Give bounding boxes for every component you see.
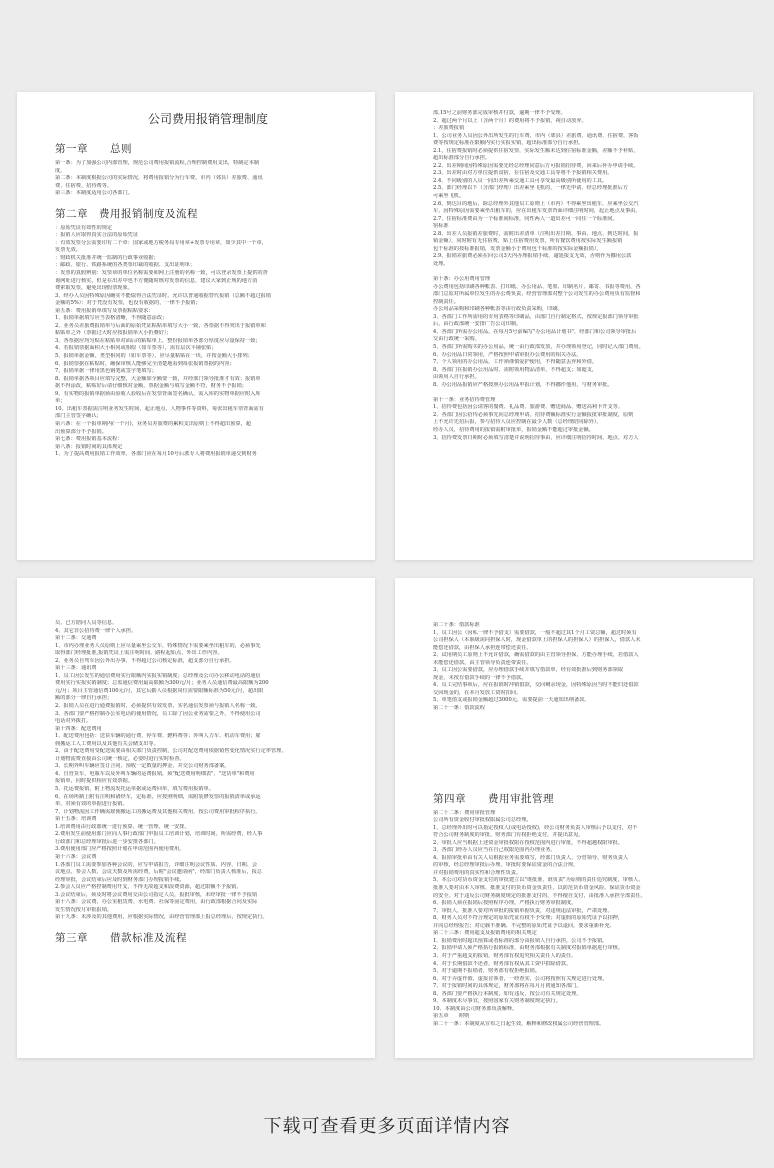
text-line: 交回现金的，在本月发放工资时扣回。 (433, 689, 522, 696)
text-line: 6、在场所制上附有注明和诸经车，定标准，应按照明细，需附装修发票的报销清单或承运 (55, 793, 261, 800)
text-line: 7、个人领用的办公用品，工作须谨慎爱护使用，不得随意丢弃和外借。 (433, 359, 598, 366)
text-line: 10、出租车票据需注明业务发生时间、起止地点、人物事件等资料，每张出租车票背面需有 (55, 405, 264, 412)
text-line: 部门主管签字确认； (55, 413, 102, 420)
text-line: 公司担保人（本职级需同担保人时，现金借款单上的担保人的担保人）的担保人，借款人未 (433, 637, 641, 644)
text-line: 1、招待费包括因公请客的餐费、礼品费、旅游费、赠送商品、赠送高利卡开支等。 (433, 404, 624, 411)
text-line: 1.各部门员工需要参加各种会议的，应写申请报告，详细注明会议性质、内容、日期、会 (55, 861, 258, 868)
text-line: 第三条：本制度适用公司各部门。 (55, 190, 133, 197)
text-line: 2.5、部门经理以下（含部门经理）出差乘坐飞机的，一律先申请，经总经理批准后方 (433, 185, 629, 192)
text-line: 2.6、到达目的地后，除总经理外其他员工原则上（市内）不得乘坐出租车，应乘坐公交汽 (433, 200, 639, 207)
text-line: 现金，未按有借款手续的一律不予借款。 (433, 674, 527, 681)
text-line: 5、报销单据金额、类型相同的（如车票等），应尽量粘贴在一块，并按金额大小排列； (55, 353, 253, 360)
text-line: 2.2、出差期间因特殊原因需要先经总经理同意后方可报销招待费，回来后补办申请手续。 (433, 162, 639, 169)
text-line: 第二十一条：借款流程 (433, 705, 485, 712)
text-line: 第十四条：配送费用 (55, 725, 102, 732)
text-line: 第一条：为了加强公司内部管理，规范公司费用报销流程,合理控制费用支出，特制定本制 (55, 160, 259, 166)
text-line: 度。 (55, 167, 66, 174)
text-line: 3、员工因公需要借款，应办理借款手续并填写借款单，经有效批准后到财务部领取 (433, 667, 624, 674)
text-line: 6、报销人须在报销后按照程序办理，严格执行财务审批制度。 (433, 900, 577, 907)
text-line: 1、为了提高费用报销工作效率，各部门应在每月10号后派专人将费用报销单递交到财务 (55, 451, 257, 458)
text-line: 3、各部门经办人员应当在自己权限范围内办理业务。 (433, 847, 556, 854)
chapter-1-heading: 第一章 总则 (55, 143, 132, 155)
document-page-2 (395, 92, 753, 560)
text-line: 出预算部分不予报销。 (55, 428, 107, 435)
text-line: 4、对于长期借款不还者，财务部有权从其工资中扣除借款。 (433, 960, 572, 967)
text-line: 交由行政统一采购。 (433, 336, 480, 343)
text-line: 2、各部门因公招待必须事先向总经理申请，招待费额标准实行金额报批审批制度，原则 (433, 411, 634, 418)
text-line: 7、报销单据一律用黑色钢笔或签字笔填写； (55, 368, 157, 375)
text-line: ：邮政、银行、铁路系统的各类票印裁的收据、支出证明单； (55, 262, 196, 269)
text-line: ：差旅费报销 (433, 125, 465, 132)
text-line: 询网址进行核实，但是在出差中也不方便随时核对发票的信息，建议大家到正规的地方消 (55, 277, 258, 284)
text-line: 处理。 (433, 260, 449, 267)
text-line: 第十六条：会议费 (55, 853, 97, 860)
text-line: 1、市内办理业务人员原则上应尽量乘坐公交车，特殊情况下需要乘坐出租车的，必须事先 (55, 642, 261, 649)
text-line: 2、报销人员在进行通费报销时，必须提供有效发票，实名通信发票须与报销人名称一致。 (55, 703, 261, 710)
text-line: 控制责任。 (433, 298, 459, 305)
text-line: 第二十一条：本制度从宣布之日起生效，解释和修改权属公司经营管理部。 (433, 1020, 605, 1027)
text-line: 由领用人自行承担。 (433, 374, 480, 381)
text-line: 1、报销费用时超出预算或者标准的部分由报销人自行承担，公司不予报销。 (433, 937, 608, 944)
document-page-1 (17, 92, 375, 560)
chapter-1-body (55, 160, 361, 198)
text-line: 第六条：在一个报单期内(一个月)，业务员差旅费的累积支出原则上不得超出预算，超 (55, 420, 251, 427)
text-line: ：有效发票分公需要印有二个章：国家或地方税务局专用章+发票专用章，如少其中一个章， (55, 239, 267, 246)
text-line: 第二十条：借款标准 (433, 622, 480, 628)
chapter-2-heading: 第二章 费用报销制度及流程 (55, 207, 198, 220)
text-line: 6、报销票据在粘贴时，确保审核人能够完全清楚地看到每张报销票据的内容； (55, 360, 235, 367)
text-line: 4、若报销票据面积大小相同或相似（如车票等），需有层次平铺张贴； (55, 345, 217, 352)
text-line: 3、各部门要严格控制办公室电话的使用情况，员工除了因公业务需要之外，不得使用公司 (55, 710, 261, 717)
text-line: 4、其它非公招待费一律个人承担。 (55, 627, 137, 634)
text-line: 发票无效。 (55, 247, 81, 254)
text-line: 3、各票据应均匀贴在粘贴单对面后的粘贴单上，整份报销单各部分厚度应尽量保持一致； (55, 337, 261, 344)
text-line: 批准人要对由本人审核、批准支付的货币资金负责任，以防范货币资金风险。保证货币资金 (433, 885, 641, 892)
text-line: 的安全。对于违反公司财务制度规定的批准支付的，不得擅自支付，由批准人承担全部责任。 (433, 892, 646, 899)
text-line: 4、各部门所需办公用品，在每月5号前编写"办公用品计划书"，经部门和公司领导审批后 (433, 328, 637, 335)
text-line: 5、托运费报销，附上物流发托运单据或运费回单，填写费用报销单。 (55, 786, 214, 793)
text-line: 办公费用包括印刷各种帐表、打印纸、办公用品、笔墨、印制名片、邮寄、书报等费用，各 (433, 283, 641, 290)
text-line: 8、报销单据各项目应填写完整，大金额如全额要一致，并经部门领导批准才有效；报销单 (55, 375, 261, 382)
page-4-approval-section (433, 810, 739, 1029)
text-line: 2、审批人应当根据上述资金审批权限在授权范围内进行审批，不得超越权限审批。 (433, 839, 624, 846)
text-line: 2.3、出差时由对方单位提供食宿，在住宿及交通工具等将不予报销相关费用。 (433, 170, 613, 177)
text-line: 行政部门和总经理审批后进一步安排各部门。 (55, 838, 159, 845)
text-line: 第七条：费用报销基本流程： (55, 436, 123, 443)
text-line: 部门总监对所属单位发生的办公费负责，经营管理部对整个公司发生的办公费用负有监督和 (433, 291, 641, 298)
text-line: 3、对于严重超支的报销，财务部有权追究相关责任人的责任。 (433, 952, 577, 959)
text-line: 第五章 附则 (433, 1013, 470, 1020)
text-line: 2、试用期员工原则上不允许借款，确需借款的由主管领导担保，方能办理手续，若借款人 (433, 652, 639, 659)
text-line (433, 389, 739, 397)
page-3-content (55, 620, 361, 1048)
text-line: 费、住宿费、招待费等。 (55, 182, 113, 189)
text-line: 3.费用使用部门应严格按照计划在申请范围内使用费用。 (55, 846, 185, 853)
text-line: 第十三条：通讯费 (55, 665, 97, 672)
chapter-3-heading: 第三章 借款标准及流程 (55, 931, 187, 944)
page-3-body (55, 620, 361, 922)
text-line: 1、公司业务人员因公外出所发生的行车费、市内（郊县）差旅费、通讯费、住宿费、客饭 (433, 132, 639, 139)
text-line: 计划物流费直接由公司统一核定，必要时进行实时检查。 (55, 755, 185, 762)
text-line: 9、本制度未尽事宜，按照国家有关财务制度规定执行。 (433, 998, 561, 1005)
text-line: 3、各部门工作所需用的专用表格等印刷品，由部门自行制定格式，按规定报部门领导审批 (433, 313, 639, 320)
text-line: 宿标准 (433, 223, 449, 230)
text-line: 7、审批人，批准人要对所审批的报销单据负责，对违规违法审批，严肃处理。 (433, 907, 613, 914)
text-line: 佣搬运工人工费用以及其他有关会储支出等。 (55, 740, 159, 747)
text-line: 8、各部门在报销办公用品时，需附领用物品清单，不得超支；如超支， (433, 366, 598, 373)
text-line: 第十五条：培训费 (55, 816, 97, 823)
text-line: 2.1、住宿费报销时必须提供住宿发票，实际发生额未达到住宿标准金额，差额不予补贴， (433, 147, 639, 154)
text-line: 2.参会人员应严格控制费用开支，不得无故超支和浪费资源，超过限额不予报销。 (55, 884, 242, 891)
text-line: 5、本公司对货币资金支付的审批建立以"谁批准、谁负责"为原则的责任追究制度，审核人、 (433, 877, 644, 884)
text-line: 第十条：办公用费用管理 (433, 276, 491, 283)
text-line: 5、对于逾期不报销者，财务部有权拒绝报销。 (433, 968, 541, 975)
text-line: 包干标准的按标准报销，发票金额小于费用包干标准的按实际金额报销）。 (433, 245, 602, 252)
page-2-body (433, 110, 739, 442)
text-line: 金额的5%）：对于凭没有发票，也没有收据的，一律不予报销； (55, 300, 201, 307)
text-line: 8、财务人员对不符合规定的原始凭证有权不予受理；对虚假的原始凭证予以扣押， (433, 915, 624, 922)
page-4-content (433, 622, 739, 1048)
text-line: 经理审批，会议结束后应及时到财务部门办理报销手续。 (55, 876, 185, 883)
text-line: 粘贴单之外（票据过大时应按报销单大小折叠好）； (55, 330, 172, 337)
text-line: 6、办公用品日常领用，严格按照申请审批办公费用的相关办法。 (433, 351, 582, 358)
text-line: 8、办公用品报销应严格按照办公用品申报计划，不得挪作他用，与财务审批。 (433, 381, 613, 388)
text-line: 可乘坐飞机。 (433, 193, 465, 200)
text-line: 能偿还借款，由担保人承担连带偿还责任。 (433, 644, 532, 651)
text-line: 公司所有资金收付审批权限属公司总经理。 (433, 817, 532, 824)
document-page-3 (17, 578, 375, 1058)
text-line: 超出标准部分自行承担。 (433, 155, 491, 162)
text-line: 第五条：费用报销单填写及票据粘贴要求： (55, 307, 154, 314)
text-line: 1、员工因公（因私一律不予借支）需要借款，一般不超过其1个月工资总额，超过时须有 (433, 629, 637, 636)
text-line: 2、超过两个月以上（含两个月）的费用将不予报销，视自动放弃。 (433, 117, 587, 124)
text-line: 第二条：本制度根据公司的实际情况，将费用报销分为行车费、市内（郊县）差旅费、通讯 (55, 175, 263, 182)
text-line: 3、招待费发票日期时必须填写清楚并说明招待事由，应详细注明招待时间、地点、对方人 (433, 434, 639, 441)
text-line: 2、业务员差旅费报销单与后面的原始凭证粘贴单填写大小一致，各票据不得突出于报销单和 (55, 322, 266, 329)
text-line: 第八条：报销时间的具体规定 (55, 443, 123, 450)
page-2-content (433, 110, 739, 550)
text-line: 2、由于配送费用受配送需要由相关部门负责控制，公司对配送费用依据销售变化情况实行定率管理。 (55, 748, 287, 755)
text-line: 后，由行政部统一安排广告公司印制。 (433, 321, 522, 328)
text-line: 4、报销审批单由有关人员根据业务需要填写，经部门负责人、分管领导、财务负责人 (433, 854, 629, 861)
text-line: 发生情况按月审批报销。 (55, 906, 113, 913)
text-line: 1、报销单据填写应当表格清晰，不得随意涂改； (55, 315, 168, 322)
text-line: 1、配送费用包括：送货车辆的通行费、停车费、燃料费等；外叫人力车、机动车费用；雇 (55, 733, 261, 740)
text-line: 单； (55, 398, 66, 405)
text-line: 第十二条：交通费 (55, 635, 97, 642)
text-line: 员、已方陪同人员等信息。 (55, 620, 118, 626)
download-caption: 下载可查看更多页面详情内容 (263, 1116, 511, 1137)
text-line: 7、计划物流因工作确需雇佣搬运工的搬运费及其他相关费用，按公司费用审批程序执行。 (55, 808, 261, 815)
text-line: 额的部分一律自行承担； (55, 695, 113, 702)
document-page-4 (395, 578, 753, 1058)
text-line: 部,15号之前财务部完成审核并付款，逾期一律不予受理。 (433, 110, 566, 116)
text-line: 2、业务员自驾车因公外出办事，不得超过公司核定标准，超支部分自行承担。 (55, 657, 235, 664)
text-line: 2.4、不同级别的人员一同出差所乘交通工具可享受最高级别所使用的工具。 (433, 177, 608, 184)
page-4-loan-section (433, 622, 739, 713)
text-line: 7、对于报销时间的具体规定，财务部将在每月月初通知各部门。 (433, 983, 582, 990)
text-line: 单，对须有效的单据进行报销。 (55, 801, 128, 808)
text-line: 6、对于弄虚作假、虚报冒领者，一经查实，公司将按照有关规定进行处理。 (433, 975, 608, 982)
text-line: 2、报销申请人须严格执行报销标准，由财务部根据有关制度对报销单据进行审核。 (433, 945, 624, 952)
chapter-2-body (55, 225, 361, 459)
text-line (433, 268, 739, 276)
text-line: 4、员工完结事项后，应在报销时冲销借款，交回剩余现金，因特殊原因当时不能归还借款 (433, 682, 639, 689)
chapter-4-heading: 第四章 费用审批管理 (433, 792, 554, 805)
text-line: 元/月；项目主管通信费100元/月，其它后勤人员根据岗位需要限额标准为50元/月，超出限 (55, 687, 264, 694)
text-line: 2.9、报销差旅费必须在回公司3天内办理报销手续，逾延报支无效，否则作为挪用公款 (433, 253, 632, 260)
text-line: 3.会议结束后，须及时将会议费用交由公司指定人员，报批审核，未经审批一律不予报销 (55, 891, 258, 898)
text-line: 1.培训费用由行政部统一进行预算、统一管理、统一安排。 (55, 823, 190, 830)
text-line: 销金额），同时附有无住宿费，贴上住宿费用发票，所有餐饮费用按实际发生额报销 (433, 238, 623, 245)
text-line: 并向总经理报告；对记载不准确、不完整的原始凭证予以退回，要求重新补充。 (433, 922, 615, 929)
text-line: 办公用品采购和印刷各种帐表等由行政负责采购，印刷。 (433, 306, 563, 313)
text-line: ：报销人应取得真实合法的原始凭证 (55, 232, 139, 239)
text-line: 的审核，经总经理审批后办理。审批时要保证资金的合法合规， (433, 862, 579, 869)
text-line: 5、各部门所需购买的办公用品，统一由行政部发放，并办理领用登记，同时记入部门费用。 (433, 343, 644, 350)
text-line: 1、员工因公发生的通信费用实行限额内实报实销制度；总经理及公司办公移动电话的通信 (55, 672, 261, 679)
text-line: 3、经办人员因特殊原因确实不能取得合法凭证时，允许以普通收据替代报销（总额不超过报销 (55, 292, 271, 299)
text-line: ：原始凭证有效性的规定 (55, 224, 113, 231)
text-line: 费用实行实报实销制度；总监通信费用最高限额为300元/月；业务人员通信费最高限额为200 (55, 680, 269, 687)
text-line: 议地点、参会人数、会议天数及所需经费，后附"会议邀请函"，经部门负责人核准后，报总 (55, 869, 263, 876)
text-line: 据不得涂改，粘贴好后请仔细核对金额，票据金额与填写金额不符，财务不予报销； (55, 383, 247, 390)
text-line: 费索取发票，避免出现假票现象。 (55, 285, 133, 292)
text-line: 10、本制度由公司财务部负责解释。 (433, 1005, 518, 1012)
text-line: 2.8、出差人员报销差旅费时，需附出差清单（注明出差日期、事由、地点、到达时间，报 (433, 230, 639, 237)
text-line: 未能偿还借款，由主管领导负责连带责任。 (433, 659, 532, 666)
text-line: 第十九条：未涉及的其他费用，应根据实际情况，由经营管理部上报总经理后，按规定执行。 (55, 914, 268, 921)
text-line: 第二十三条：费用超支及报销费用的相关规定 (433, 930, 537, 937)
text-line: 车，因特殊原因需要乘坐出租车的，应在出租车发票背面详细注明时间，起止地点及事由。 (433, 208, 641, 215)
text-line: 4、自营货车，电瓶车以及外叫车辆的运费报销，须"配送费用明细表"、"送货单"和费用 (55, 770, 255, 777)
text-line: 符合公司财务制度的审批，财务部门有权拒绝支付，并提出意见。 (433, 832, 584, 839)
text-line: 并对报销费用的真实性和合理性负责。 (433, 869, 522, 876)
text-line: ：财政机关批准并统一监制的行政事业收据； (55, 254, 159, 261)
page-1-content (55, 110, 361, 550)
text-line: 1、总经理外出时可以指定授权人(或电话授权)，经公司财务负责人审核后予以支付，对不 (433, 824, 638, 831)
text-line: ：发票的真假辨别：发票章的单位名称需要和网上注册的名称一致，可以登录发票上提供的查 (55, 270, 268, 277)
text-line: 费等按规定标准在限额内实行实报实销，超出标准部分自行承担。 (433, 140, 584, 147)
text-line: 第二十二条：费用审批管理 (433, 809, 496, 816)
text-line: 报销单，同时提供相应有效票据。 (55, 778, 133, 785)
text-line: 第十一条：业务招待费管理 (433, 396, 496, 403)
text-line: 5、单笔借支或报销金额超过3000元，需要提前一天通知出纳备款。 (433, 697, 590, 704)
text-line: 2.7、住宿标准费由为一个标准间标准，同性两人一道出差可一同住一个标准间。 (433, 215, 618, 222)
text-line: 电话对外拨打。 (55, 718, 92, 725)
text-line: 第十八条：会议费、办公室租赁费、水电费、社保等固定费用，由行政部根据合同及实际 (55, 899, 258, 906)
text-line: 取得部门经理批准,报销凭证上需注明时间、路程起始点、外出工作内容。 (55, 650, 223, 657)
text-line: 8、各部门要严格执行本制度，如有违反，按公司有关规定处理。 (433, 990, 582, 997)
text-line: 上不允许先招后报，参与招待人员应控制在最少人数（总经理陪同除外）。 (433, 419, 602, 426)
text-line: 3、长期外叫车辆应签订合同，预收一定数量的押金，并交公司财务部备案。 (55, 763, 230, 770)
text-line: 2.费用发生前使用部门应向人事行政部门申报员工培训计划，培训时间、所需经费，经人事 (55, 831, 263, 838)
document-title: 公司费用报销管理制度 (147, 112, 268, 126)
text-line: 9、有实物的报销单据须由验收人验收后在发票背面签名确认，需入库的实物单据应附入库 (55, 390, 261, 397)
text-line: 经办人员，招待费用的报销需附审批单，报销金额不能超过审批金额。 (433, 426, 594, 433)
